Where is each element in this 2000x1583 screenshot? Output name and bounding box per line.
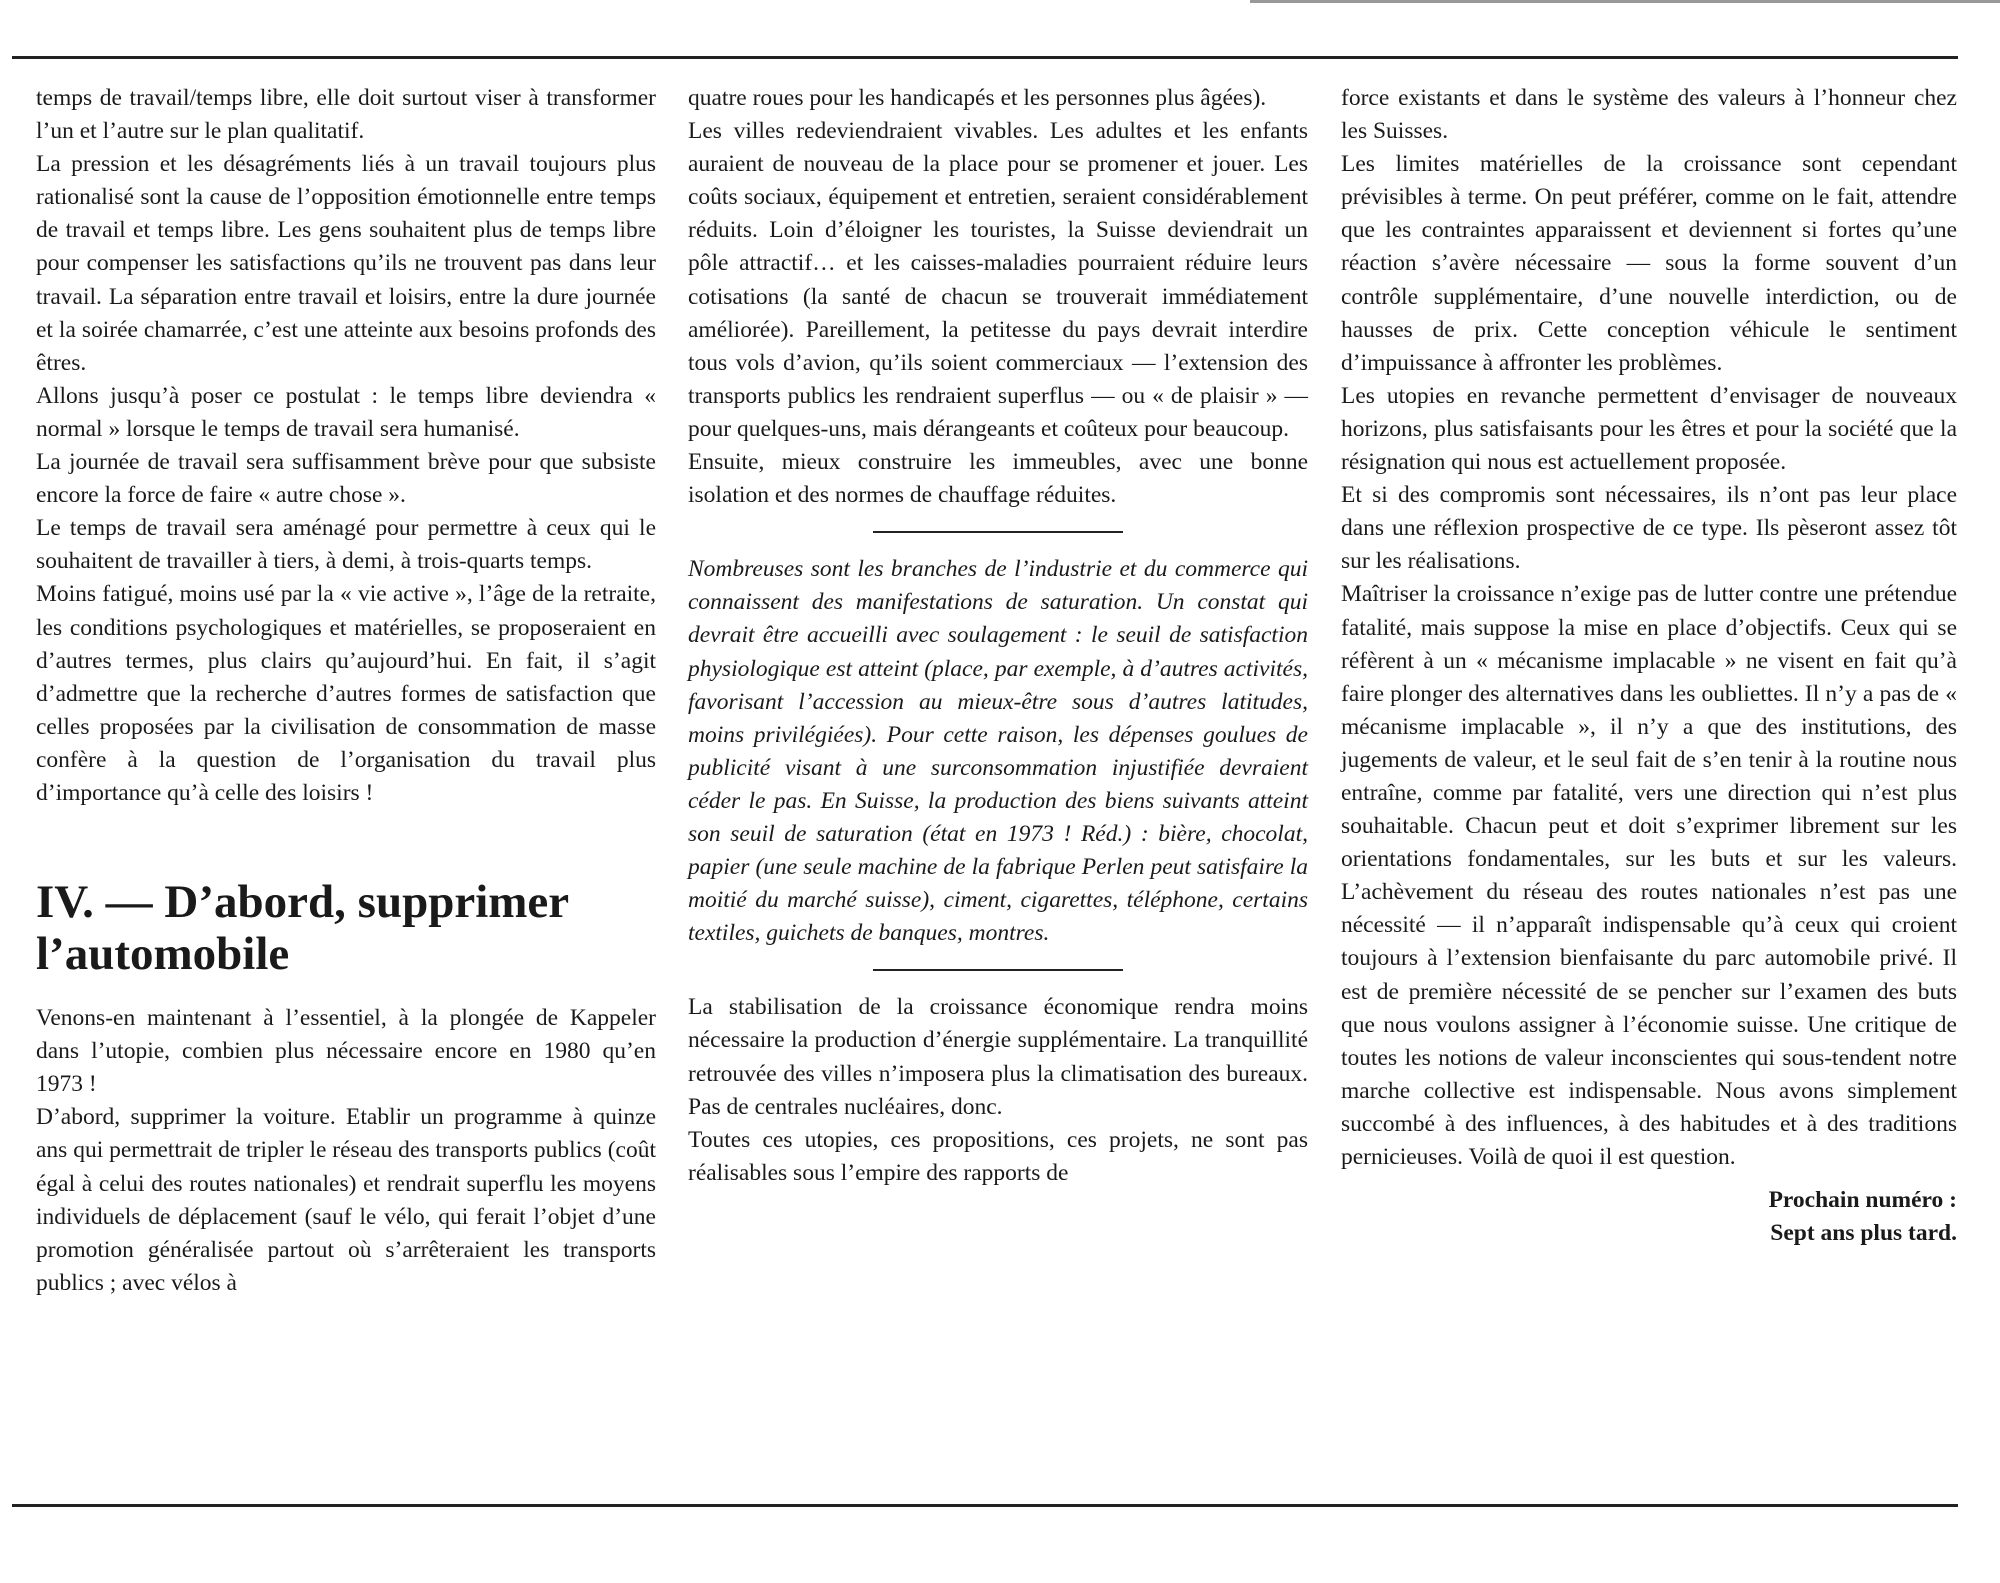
paragraph: La journée de travail sera suffisamment brève pour que subsiste encore la force de faire « autre chose ». bbox=[36, 449, 656, 509]
paragraph: La stabilisation de la croissance économique rendra moins nécessaire la production d’énergie supplémentaire. La tranquillité retrouvée des villes n’imposera plus la climatisation des bureaux. Pas de centrales nucléaires, donc. bbox=[688, 994, 1308, 1120]
paragraph: Ensuite, mieux construire les immeubles, avec une bonne isolation et des normes de chauffage réduites. bbox=[688, 449, 1308, 509]
bottom-rule bbox=[12, 1504, 1958, 1507]
paragraph: Toutes ces utopies, ces propositions, ces projets, ne sont pas réalisables sous l’empire des rapports de bbox=[688, 1126, 1308, 1186]
column-1 bbox=[36, 82, 656, 1300]
paragraph: La pression et les désagréments liés à un travail toujours plus rationalisé sont la cause de l’opposition émotionnelle entre temps de travail et temps libre. Les gens souhaitent plus de temps libre pour compenser les satisfactions qu’ils ne trouvent pas dans leur travail. La séparation entre travail et loisirs, entre la dure journée et la soirée chamarrée, c’est une atteinte aux besoins profonds des êtres. bbox=[36, 151, 656, 376]
separator-rule bbox=[873, 969, 1123, 971]
separator-rule bbox=[873, 531, 1123, 533]
paragraph: quatre roues pour les handicapés et les personnes plus âgées). bbox=[688, 85, 1267, 111]
top-edge-rule bbox=[1250, 0, 2000, 3]
top-rule bbox=[12, 56, 1958, 59]
paragraph: Venons-en maintenant à l’essentiel, à la plongée de Kappeler dans l’utopie, combien plus nécessaire encore en 1980 qu’en 1973 ! bbox=[36, 1005, 656, 1098]
paragraph: D’abord, supprimer la voiture. Etablir un programme à quinze ans qui permettrait de tripler le réseau des transports publics (coût égal à celui des routes nationales) et rendrait superflu les moyens individuels de déplacement (sauf le vélo, qui ferait l’objet d’une promotion généralisée partout où s’arrêteraient les transports publics ; avec vélos à bbox=[36, 1104, 656, 1296]
paragraph: Les villes redeviendraient vivables. Les adultes et les enfants auraient de nouveau de la place pour se promener et jouer. Les coûts sociaux, équipement et entretien, seraient considérablement réduits. Loin d’éloigner les touristes, la Suisse deviendrait un pôle attractif… et les caisses-maladies pourraient réduire leurs cotisations (la santé de chacun se trouverait immédiatement améliorée). Pareillement, la petitesse du pays devrait interdire tous vols d’avion, qu’ils soient commerciaux — l’extension des transports publics les rendraient superflus — ou « de plaisir » — pour quelques-uns, mais dérangeants et coûteux pour beaucoup. bbox=[688, 118, 1308, 442]
paragraph: Maîtriser la croissance n’exige pas de lutter contre une prétendue fatalité, mais suppose la mise en place d’objectifs. Ceux qui se réfèrent à un « mécanisme implacable » ne visent en fait qu’à faire plonger des alternatives dans les oubliettes. Il n’y a pas de « mécanisme implacable », il n’y a que des institutions, des jugements de valeur, et le seul fait de s’en tenir à la routine nous entraîne, comme par fatalité, vers une direction qui n’est plus souhaitable. Chacun peut et doit s’exprimer librement sur les orientations fondamentales, sur les buts et sur les valeurs. L’achèvement du réseau des routes nationales n’est pas une nécessité — il n’apparaît indispensable qu’à ceux qui croient toujours à l’extension bienfaisante du parc automobile privé. Il est de première nécessité de se pencher sur l’examen des buts que nous voulons assigner à l’économie suisse. Une critique de toutes les notions de valeur inconscientes qui sous-tendent notre marche collective est indispensable. Nous avons simplement succombé à des influences, à des habitudes et à des traditions pernicieuses. Voilà de quoi il est question. bbox=[1341, 581, 1957, 1170]
paragraph: force existants et dans le système des valeurs à l’honneur chez les Suisses. bbox=[1341, 85, 1957, 145]
paragraph: temps de travail/temps libre, elle doit surtout viser à transformer l’un et l’autre sur le plan qualitatif. bbox=[36, 85, 656, 145]
next-issue-label: Prochain numéro : bbox=[1768, 1187, 1957, 1214]
paragraph: Les utopies en revanche permettent d’envisager de nouveaux horizons, plus satisfaisants pour les êtres et pour la société que la résignation qui nous est actuellement proposée. bbox=[1341, 382, 1957, 476]
paragraph: Moins fatigué, moins usé par la « vie active », l’âge de la retraite, les conditions psychologiques et matérielles, se proposeraient en d’autres termes, plus clairs qu’aujourd’hui. En fait, il s’agit d’admettre que la recherche d’autres formes de satisfaction que celles proposées par la civilisation de consommation de masse confère à la question de l’organisation du travail plus d’importance qu’à celle des loisirs ! bbox=[36, 581, 656, 806]
column-3 bbox=[1341, 82, 1957, 1250]
paragraph: Les limites matérielles de la croissance sont cependant prévisibles à terme. On peut préférer, comme on le fait, attendre que les contraintes apparaissent et deviennent si fortes qu’une réaction s’avère nécessaire — sous la forme souvent d’un contrôle supplémentaire, d’une nouvelle interdiction, ou de hausses de prix. Cette conception véhicule le sentiment d’impuissance à affronter les problèmes. bbox=[1341, 151, 1957, 376]
column-2 bbox=[688, 82, 1308, 1190]
next-issue-note bbox=[1341, 1184, 1957, 1250]
next-issue-title: Sept ans plus tard. bbox=[1770, 1220, 1957, 1247]
italic-sidebar-note: Nombreuses sont les branches de l’industrie et du commerce qui connaissent des manifestations de saturation. Un constat qui devrait être accueilli avec soulagement : le seuil de satisfaction physiologique est atteint (place, par exemple, à d’autres activités, favorisant l’accession au mieux-être sous d’autres latitudes, moins privilégiées). Pour cette raison, les dépenses goulues de publicité visant à une surconsommation injustifiée devraient céder le pas. En Suisse, la production des biens suivants atteint son seuil de saturation (état en 1973 ! Réd.) : bière, chocolat, papier (une seule machine de la fabrique Perlen peut satisfaire la moitié du marché suisse), ciment, cigarettes, téléphone, certains textiles, guichets de banques, montres. bbox=[688, 556, 1308, 947]
paragraph: Allons jusqu’à poser ce postulat : le temps libre deviendra « normal » lorsque le temps de travail sera humanisé. bbox=[36, 382, 656, 442]
paragraph: Et si des compromis sont nécessaires, ils n’ont pas leur place dans une réflexion prospective de ce type. Ils pèseront assez tôt sur les réalisations. bbox=[1341, 482, 1957, 575]
paragraph: Le temps de travail sera aménagé pour permettre à ceux qui le souhaitent de travailler à tiers, à demi, à trois-quarts temps. bbox=[36, 515, 656, 575]
section-heading: IV. — D’abord, supprimer l’automobile bbox=[36, 876, 569, 981]
